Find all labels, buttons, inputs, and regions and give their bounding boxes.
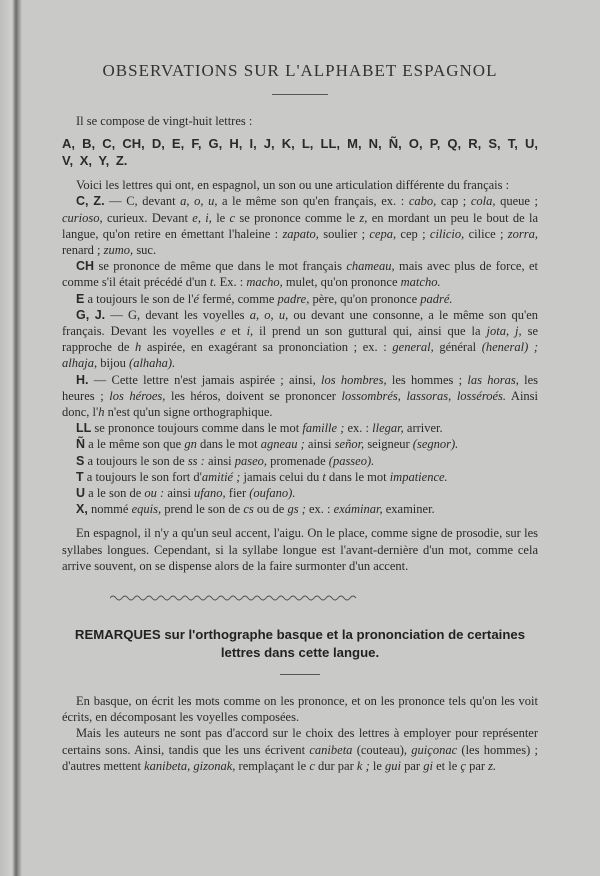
italic-term: guiçonac — [411, 742, 458, 757]
letter-label: U — [76, 486, 86, 501]
italic-term: c — [229, 210, 236, 225]
basque-remarks — [62, 693, 538, 774]
letter-label: CH — [76, 259, 95, 274]
paragraph — [62, 258, 538, 290]
italic-term: z, — [359, 210, 368, 225]
text-run: remplaçant le — [235, 758, 310, 773]
text-run: père, qu'on prononce — [309, 291, 421, 306]
text-run: fermé, comme — [199, 291, 278, 306]
text-run: seigneur — [364, 437, 413, 452]
text-run: il prend un son guttural qui, ainsi que la — [253, 324, 487, 339]
italic-term: canibeta — [309, 742, 353, 757]
italic-term: lossombrés, lassoras, losséroés. — [341, 388, 507, 403]
italic-term: (passeo). — [328, 453, 375, 468]
italic-term: h — [135, 340, 142, 355]
italic-term: gui — [385, 758, 401, 773]
italic-term: ufano, — [194, 486, 226, 501]
letter-label: X, — [76, 502, 88, 517]
text-run: (les hommes) ; d'autres mettent — [62, 742, 538, 773]
text-run: examiner. — [382, 502, 435, 517]
italic-term: los héroes, — [109, 388, 166, 403]
alphabet-observations — [62, 113, 538, 574]
text-run: cep ; — [396, 226, 430, 241]
text-run: En espagnol, il n'y a qu'un seul accent, l'aigu. On le place, comme signe de prosodie, sur les syllabes longues. Cependant, si la syllabe longue est l'avant-dernière d'un mot, comme cela arrive souvent, on se dispense alors de la faire surmonter d'un accent. — [62, 526, 538, 573]
italic-term: zorra, — [507, 226, 538, 241]
document-page — [62, 0, 538, 794]
text-run: — G, devant les voyelles — [105, 307, 250, 322]
text-run: les heures ; — [62, 372, 538, 403]
italic-term: t — [322, 469, 326, 484]
text-run: en mordant un peu le bout de la langue, qu'on retire en émettant l'haleine : — [62, 210, 538, 241]
text-run: ex. : — [305, 502, 334, 517]
text-run: ou devant une consonne, a le même son qu'en français. Devant les voyelles — [62, 307, 539, 339]
text-run: et le — [432, 758, 461, 773]
text-run: se prononce comme le — [235, 210, 360, 225]
paragraph — [62, 525, 538, 574]
text-run: a toujours le son de — [84, 453, 188, 468]
heading-bold: REMARQUES — [74, 627, 161, 643]
italic-term: (heneral) ; alhaja, — [62, 340, 539, 371]
italic-term: equis, — [131, 502, 162, 517]
text-run: soulier ; — [318, 226, 370, 241]
italic-term: kanibeta, gizonak, — [144, 758, 236, 773]
italic-term: a, o, u, — [249, 307, 289, 322]
italic-term: ç — [460, 758, 466, 773]
text-run: les hommes ; — [386, 372, 468, 387]
paragraph — [62, 135, 538, 169]
text-run: a le son de — [85, 486, 145, 501]
text-run: Voici les lettres qui ont, en espagnol, un son ou une articulation différente du français : — [76, 178, 510, 193]
text-run: se prononce de même que dans le mot français — [94, 259, 347, 274]
text-run: prend le son de — [161, 502, 244, 517]
letter-label: T — [76, 469, 84, 484]
italic-term: e — [220, 324, 226, 339]
text-run: et — [225, 324, 247, 339]
text-run: se prononce toujours comme dans le mot — [91, 421, 303, 436]
italic-term: general, — [392, 340, 434, 355]
italic-term: chameau, — [346, 259, 395, 274]
text-run: fier — [225, 486, 250, 501]
paragraph — [62, 501, 538, 517]
paragraph — [62, 291, 538, 307]
text-run: par — [401, 758, 424, 773]
italic-term: paseo, — [234, 453, 267, 468]
italic-term: cepa, — [369, 226, 397, 241]
text-run: (couteau), — [352, 742, 412, 757]
text-run: bijou — [97, 356, 130, 371]
text-run: par — [465, 758, 489, 773]
italic-term: t. — [209, 275, 217, 290]
text-run: suc. — [133, 243, 157, 258]
italic-term: (oufano). — [249, 486, 296, 501]
italic-term: (alhaha). — [129, 356, 176, 371]
paragraph — [62, 453, 538, 469]
page-title: OBSERVATIONS SUR L'ALPHABET ESPAGNOL — [102, 61, 498, 80]
italic-term: gs ; — [287, 502, 306, 517]
heading-rest: sur l'orthographe basque et la prononciation de certaines lettres dans cette langue. — [160, 627, 526, 661]
italic-term: agneau ; — [260, 437, 305, 452]
italic-term: padré. — [420, 291, 453, 306]
paragraph — [62, 725, 538, 774]
text-run: cap ; — [436, 194, 471, 209]
italic-term: ou : — [144, 486, 165, 501]
letter-label: H. — [76, 372, 89, 387]
italic-term: é — [193, 291, 200, 306]
text-run: n'est qu'un signe orthographique. — [104, 405, 273, 420]
italic-term: a, o, u, — [180, 194, 218, 209]
text-run: ainsi — [304, 437, 335, 452]
italic-term: jota, j, — [486, 324, 522, 339]
text-run: nommé — [87, 502, 132, 517]
italic-term: llegar, — [372, 421, 404, 436]
text-run: mais avec plus de force, et comme s'il était précédé d'un — [62, 259, 538, 290]
text-run: dans le mot — [196, 437, 261, 452]
text-run: aspirée, en exagérant sa prononciation ; ex. : — [141, 340, 393, 355]
italic-term: los hombres, — [321, 372, 387, 387]
letter-label: C, Z. — [76, 194, 105, 209]
text-run: ex. : — [344, 421, 373, 436]
italic-term: matcho. — [400, 275, 441, 290]
paragraph — [62, 693, 538, 725]
text-run: promenade — [267, 453, 329, 468]
text-run: dans le mot — [325, 469, 390, 484]
text-run: général — [433, 340, 482, 355]
italic-term: ss : — [187, 453, 205, 468]
text-run: mulet, qu'on prononce — [282, 275, 401, 290]
italic-term: k ; — [356, 758, 370, 773]
paragraph — [62, 485, 538, 501]
letter-label: Ñ — [76, 437, 86, 452]
letter-label: LL — [76, 421, 92, 436]
paragraph — [62, 372, 538, 421]
italic-term: h — [98, 405, 105, 420]
paragraph — [62, 177, 538, 193]
paragraph — [62, 436, 538, 452]
text-run: A, B, C, CH, D, E, F, G, H, I, J, K, L, LL, M, N, Ñ, O, P, Q, R, S, T, U, V, X, Y, Z. — [62, 136, 538, 169]
paragraph — [62, 307, 538, 372]
paragraph — [62, 113, 538, 129]
text-run: queue ; — [495, 194, 538, 209]
italic-term: cs — [243, 502, 254, 517]
text-run: Ex. : — [216, 275, 247, 290]
text-run: se rapproche de — [62, 324, 538, 355]
italic-term: padre, — [277, 291, 310, 306]
paragraph — [62, 193, 538, 258]
italic-term: gn — [184, 437, 197, 452]
italic-term: (segnor). — [412, 437, 459, 452]
text-run: arriver. — [403, 421, 443, 436]
italic-term: cabo, — [408, 194, 437, 209]
italic-term: curioso, — [62, 210, 103, 225]
italic-term: gi — [423, 758, 433, 773]
text-run: En basque, on écrit les mots comme on les prononce, et on les prononce tels qu'on les voit écrits, en décomposant les voyelles composées. — [62, 694, 538, 725]
text-run: ainsi — [164, 486, 195, 501]
text-run: Il se compose de vingt-huit lettres : — [76, 114, 253, 128]
paragraph — [62, 420, 538, 436]
text-run: Ainsi donc, l' — [62, 388, 538, 420]
text-run: — Cette lettre n'est jamais aspirée ; ainsi, — [88, 372, 322, 387]
letter-label: E — [76, 291, 85, 306]
text-run: — C, devant — [104, 194, 181, 209]
paragraph — [62, 469, 538, 485]
text-run: le — [211, 210, 230, 225]
text-run: ou de — [253, 502, 288, 517]
italic-term: cola, — [470, 194, 496, 209]
text-run: le — [369, 758, 386, 773]
italic-term: e, i, — [192, 210, 212, 225]
text-run: a le même son qu'en français, ex. : — [217, 194, 409, 209]
text-run: a le même son que — [85, 437, 185, 452]
italic-term: zapato, — [282, 226, 319, 241]
italic-term: i, — [246, 324, 254, 339]
italic-term: cilicio, — [429, 226, 465, 241]
italic-term: zumo, — [103, 243, 134, 258]
italic-term: macho, — [246, 275, 283, 290]
letter-label: G, J. — [76, 307, 106, 322]
italic-term: exáminar, — [333, 502, 383, 517]
text-run: jamais celui du — [240, 469, 323, 484]
italic-term: z. — [488, 758, 497, 773]
text-run: a toujours le son de l' — [84, 291, 194, 306]
text-run: a toujours le son fort d' — [83, 469, 202, 484]
text-run: renard ; — [62, 243, 104, 258]
binding-edge — [0, 0, 22, 876]
text-run: Mais les auteurs ne sont pas d'accord sur le choix des lettres à employer pour représenter certains sons. Ainsi, tandis que les uns écrivent — [62, 726, 538, 757]
text-run: curieux. Devant — [102, 210, 193, 225]
section-heading — [62, 626, 538, 662]
text-run: ainsi — [204, 453, 235, 468]
letter-label: S — [76, 453, 85, 468]
ornamental-divider — [110, 592, 360, 604]
italic-term: famille ; — [302, 421, 345, 436]
title-rule — [272, 94, 328, 95]
italic-term: amitié ; — [201, 469, 241, 484]
text-run: les héros, doivent se prononcer — [165, 388, 342, 403]
italic-term: impatience. — [389, 469, 448, 484]
text-run: cilice ; — [464, 226, 508, 241]
heading-rule — [280, 674, 320, 675]
italic-term: las horas, — [467, 372, 519, 387]
italic-term: señor, — [334, 437, 365, 452]
text-run: dur par — [314, 758, 357, 773]
italic-term: c — [309, 758, 315, 773]
